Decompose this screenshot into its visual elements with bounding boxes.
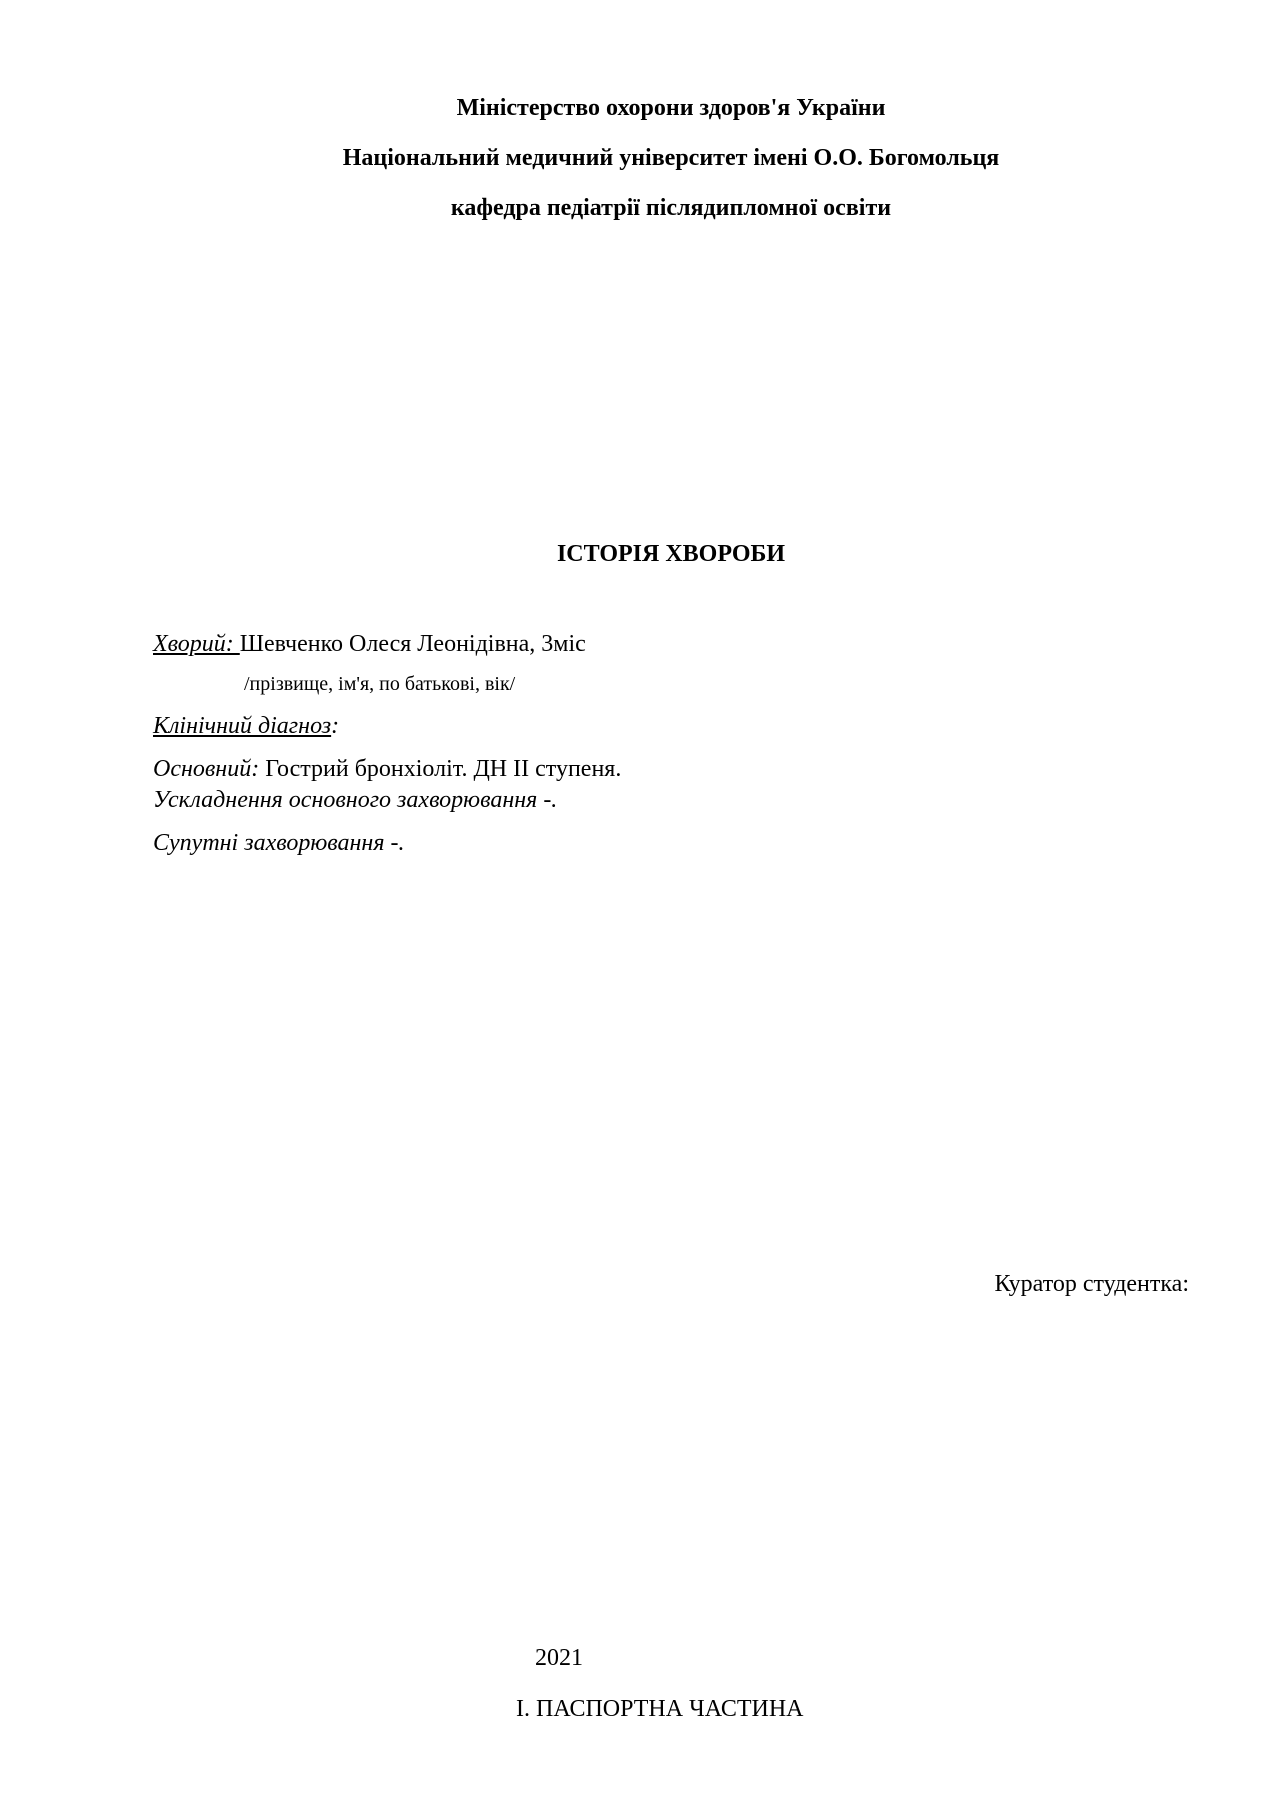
section-heading: І. ПАСПОРТНА ЧАСТИНА [516, 1696, 804, 1722]
patient-value: Шевченко Олеся Леонідівна, 3міс [239, 631, 586, 657]
curator-label: Куратор студентка: [994, 1271, 1189, 1297]
complications-line: Ускладнення основного захворювання -. [153, 787, 558, 813]
main-diagnosis-label: Основний: [153, 756, 260, 782]
patient-hint: /прізвище, ім'я, по батькові, вік/ [244, 673, 516, 695]
clinical-diagnosis-colon: : [331, 713, 340, 739]
clinical-diagnosis-line [153, 714, 339, 738]
ministry-heading: Міністерство охорони здоров'я України [456, 95, 886, 121]
main-diagnosis-line [153, 757, 621, 781]
comorbidities-line: Супутні захворювання -. [153, 830, 405, 856]
main-diagnosis-value: Гострий бронхіоліт. ДН ІІ ступеня. [259, 756, 622, 782]
patient-label: Хворий: [153, 631, 240, 657]
document-title: ІСТОРІЯ ХВОРОБИ [556, 541, 786, 567]
clinical-diagnosis-label: Клінічний діагноз [153, 713, 332, 739]
patient-line [153, 632, 586, 656]
department-heading: кафедра педіатрії післядипломної освіти [450, 195, 892, 221]
university-heading: Національний медичний університет імені О.О. Богомольця [342, 145, 1000, 171]
year: 2021 [535, 1645, 583, 1671]
